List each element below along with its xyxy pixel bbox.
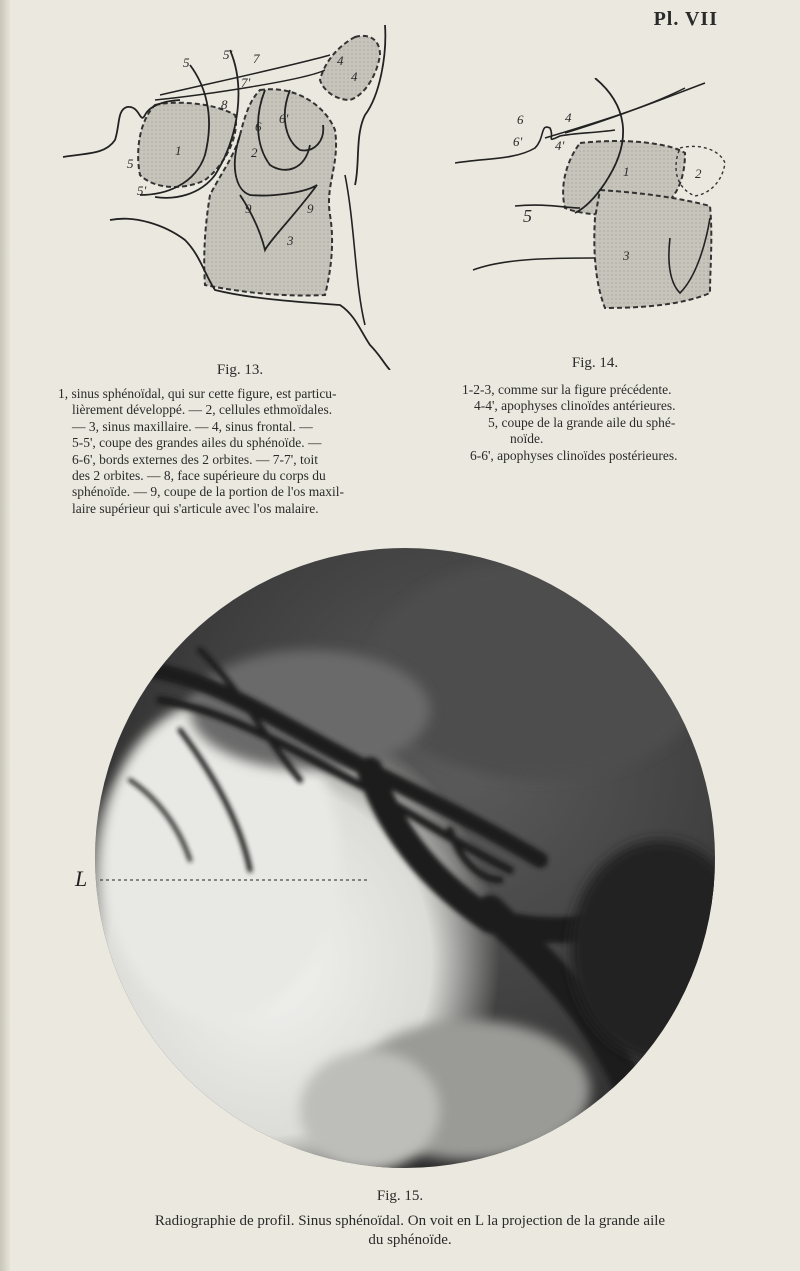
plate-number: Pl. VII	[653, 8, 718, 30]
caption-line: laire supérieur qui s'articule avec l'os malaire.	[72, 500, 319, 516]
caption-line: — 3, sinus maxillaire. — 4, sinus frontal. —	[72, 418, 313, 434]
label-fig13-1: 1	[175, 143, 182, 158]
label-fig13-6p: 6'	[279, 111, 289, 126]
label-fig13-9b: 9	[307, 201, 314, 216]
label-fig13-5b: 5	[127, 156, 134, 171]
label-fig14-6p: 6'	[513, 134, 523, 149]
label-fig14-6: 6	[517, 112, 524, 127]
figure-13-diagram	[55, 25, 405, 370]
label-fig13-4b: 4	[351, 69, 358, 84]
label-fig13-4a: 4	[337, 53, 344, 68]
caption-line: 4-4', apophyses clinoïdes antérieures.	[474, 398, 676, 414]
caption-line: lièrement développé. — 2, cellules ethmoïdales.	[72, 402, 333, 418]
label-fig13-7: 7	[253, 51, 260, 66]
caption-line: 6-6', bords externes des 2 orbites. — 7-7', toit	[72, 451, 318, 467]
figure-15-label: Fig. 15.	[376, 1188, 424, 1204]
label-fig13-3: 3	[287, 233, 294, 248]
figure-14-caption	[462, 382, 742, 464]
label-fig13-5: 5	[183, 55, 190, 70]
label-fig14-3: 3	[623, 248, 630, 263]
caption-line: Radiographie de profil. Sinus sphénoïdal. On voit en L la projection de la grande aile	[154, 1213, 666, 1229]
caption-line: 6-6', apophyses clinoïdes postérieures.	[470, 447, 678, 463]
figure-15-radiograph	[70, 530, 730, 1190]
label-fig13-7p: 7'	[241, 75, 251, 90]
label-fig13-9a: 9	[245, 201, 252, 216]
label-fig13-2: 2	[251, 145, 258, 160]
caption-line: 5-5', coupe des grandes ailes du sphénoïde. —	[72, 435, 322, 451]
marker-L: L	[75, 866, 88, 891]
caption-line: des 2 orbites. — 8, face supérieure du corps du	[72, 468, 326, 484]
caption-line: 5, coupe de la grande aile du sphé-	[488, 414, 676, 430]
figure-14-label: Fig. 14.	[571, 355, 619, 371]
label-fig13-5pb: 5'	[137, 183, 147, 198]
label-fig13-8: 8	[221, 97, 228, 112]
label-fig14-2: 2	[695, 166, 702, 181]
figure-13-caption	[58, 386, 408, 517]
caption-line: 1-2-3, comme sur la figure précédente.	[462, 382, 672, 397]
label-fig14-4: 4	[565, 110, 572, 125]
caption-line: sphénoïde. — 9, coupe de la portion de l'os maxil-	[72, 484, 344, 500]
figure-14-diagram	[455, 78, 735, 328]
label-fig14-1: 1	[623, 164, 630, 179]
caption-line: noïde.	[510, 431, 544, 447]
figure-15-caption	[70, 1212, 750, 1250]
label-fig14-4p: 4'	[555, 138, 565, 153]
label-fig13-6: 6	[255, 119, 262, 134]
caption-line: 1, sinus sphénoïdal, qui sur cette figure, est particu-	[58, 386, 337, 401]
caption-line: du sphénoïde.	[368, 1232, 452, 1248]
label-fig13-5p: 5'	[223, 47, 233, 62]
page-edge	[0, 0, 10, 1271]
label-fig14-5: 5	[523, 206, 532, 226]
figure-13-label: Fig. 13.	[216, 362, 264, 378]
